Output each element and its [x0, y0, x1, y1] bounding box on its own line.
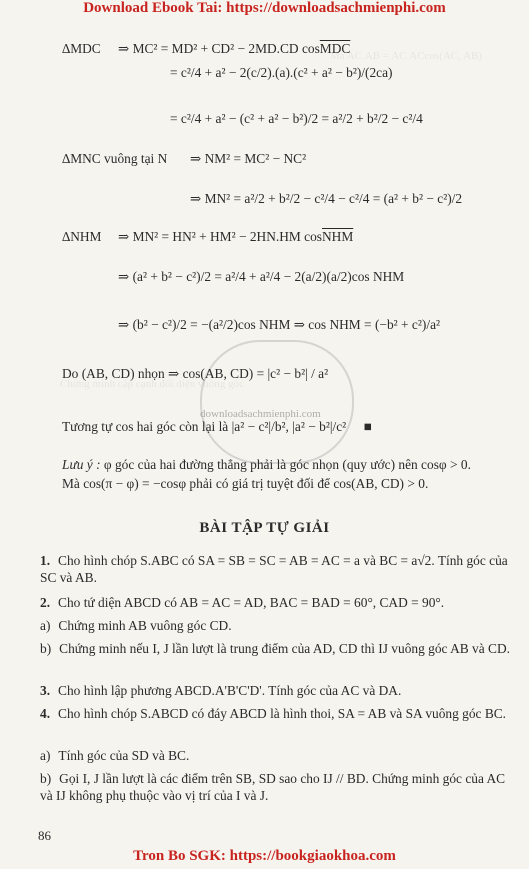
exercise-number: b) — [40, 771, 52, 786]
mdc-equation-2: = c²/4 + a² − 2(c/2).(a).(c² + a² − b²)/(2ca) — [170, 65, 393, 80]
exercise-number: 3. — [40, 683, 51, 698]
mdc-equation-1: ⇒ MC² = MD² + CD² − 2MD.CD $\cos\overline{MDC}$ — [118, 41, 351, 56]
page-number: 86 — [38, 828, 51, 843]
end-of-proof-mark: ■ — [363, 419, 372, 434]
exercise-item: b) Gọi I, J lần lượt là các điểm trên SB, SD sao cho IJ // BD. Chứng minh góc của AC và IJ không phụ thuộc vào vị trí của I và J. — [40, 771, 506, 803]
nhm-equation-1: ⇒ MN² = HN² + HM² − 2HN.HM $\cos\overline{NHM}$ — [118, 229, 354, 244]
luu-y-line-2: Mà cos(π − φ) = −cosφ phải có giá trị tuyệt đối để cos(AB, CD) > 0. — [62, 476, 429, 491]
nhm-label: ∆NHM — [62, 229, 102, 244]
nhm-equation-3: ⇒ (b² − c²)/2 = −(a²/2)cos NHM ⇒ cos NHM = (−b² + c²)/a² — [118, 317, 441, 332]
tuong-tu-line: Tương tự cos hai góc còn lại là |a² − c²|/b², |a² − b²|/c² ■ — [62, 419, 372, 434]
exercise-item: 1. Cho hình chóp S.ABC có SA = SB = SC = AB = AC = a và BC = a√2. Tính góc của SC và AB. — [40, 553, 508, 585]
page-header-link[interactable]: Download Ebook Tai: https://downloadsachmienphi.com — [83, 0, 446, 16]
section-title: BÀI TẬP TỰ GIẢI — [199, 520, 330, 536]
exercise-number: a) — [40, 618, 51, 633]
exercise-number: 4. — [40, 706, 51, 721]
exercise-number: b) — [40, 641, 52, 656]
page-footer-link[interactable]: Tron Bo SGK: https://bookgiaokhoa.com — [133, 848, 396, 864]
mdc-equation-3: = c²/4 + a² − (c² + a² − b²)/2 = a²/2 + b²/2 − c²/4 — [170, 111, 423, 126]
exercise-number: a) — [40, 748, 51, 763]
exercise-item: 4. Cho hình chóp S.ABCD có đáy ABCD là hình thoi, SA = AB và SA vuông góc BC. — [40, 706, 507, 721]
exercise-item: b) Chứng minh nếu I, J lần lượt là trung điểm của AD, CD thì IJ vuông góc AB và CD. — [40, 641, 510, 656]
bleed-through-text: Mà AC.AB = AC.ACcos(AC, AB) — [330, 50, 482, 62]
exercise-number: 2. — [40, 595, 51, 610]
luu-y-line-1: Lưu ý : φ góc của hai đường thẳng phải là góc nhọn (quy ước) nên cosφ > 0. — [62, 457, 471, 472]
watermark-text: downloadsachmienphi.com — [200, 408, 321, 420]
mnc-label: ∆MNC vuông tại N — [62, 151, 168, 166]
do-conclusion-line: Do (AB, CD) nhọn ⇒ cos(AB, CD) = |c² − b²| / a² — [62, 366, 329, 381]
watermark-logo — [200, 340, 354, 464]
nhm-equation-2: ⇒ (a² + b² − c²)/2 = a²/4 + a²/4 − 2(a/2)(a/2)cos NHM — [118, 269, 405, 284]
exercise-item: 2. Cho tứ diện ABCD có AB = AC = AD, BAC = BAD = 60°, CAD = 90°. — [40, 595, 445, 610]
bleed-through-text: Chứng minh cặp cạnh đối diện vuông góc — [60, 378, 245, 390]
mnc-equation-2: ⇒ MN² = a²/2 + b²/2 − c²/4 − c²/4 = (a² + b² − c²)/2 — [190, 191, 463, 206]
mdc-label: ∆MDC — [62, 41, 101, 56]
exercise-number: 1. — [40, 553, 51, 568]
exercise-item: a) Tính góc của SD và BC. — [40, 748, 190, 763]
mnc-equation-1: ⇒ NM² = MC² − NC² — [190, 151, 307, 166]
exercise-item: 3. Cho hình lập phương ABCD.A'B'C'D'. Tính góc của AC và DA. — [40, 683, 402, 698]
exercise-item: a) Chứng minh AB vuông góc CD. — [40, 618, 232, 633]
